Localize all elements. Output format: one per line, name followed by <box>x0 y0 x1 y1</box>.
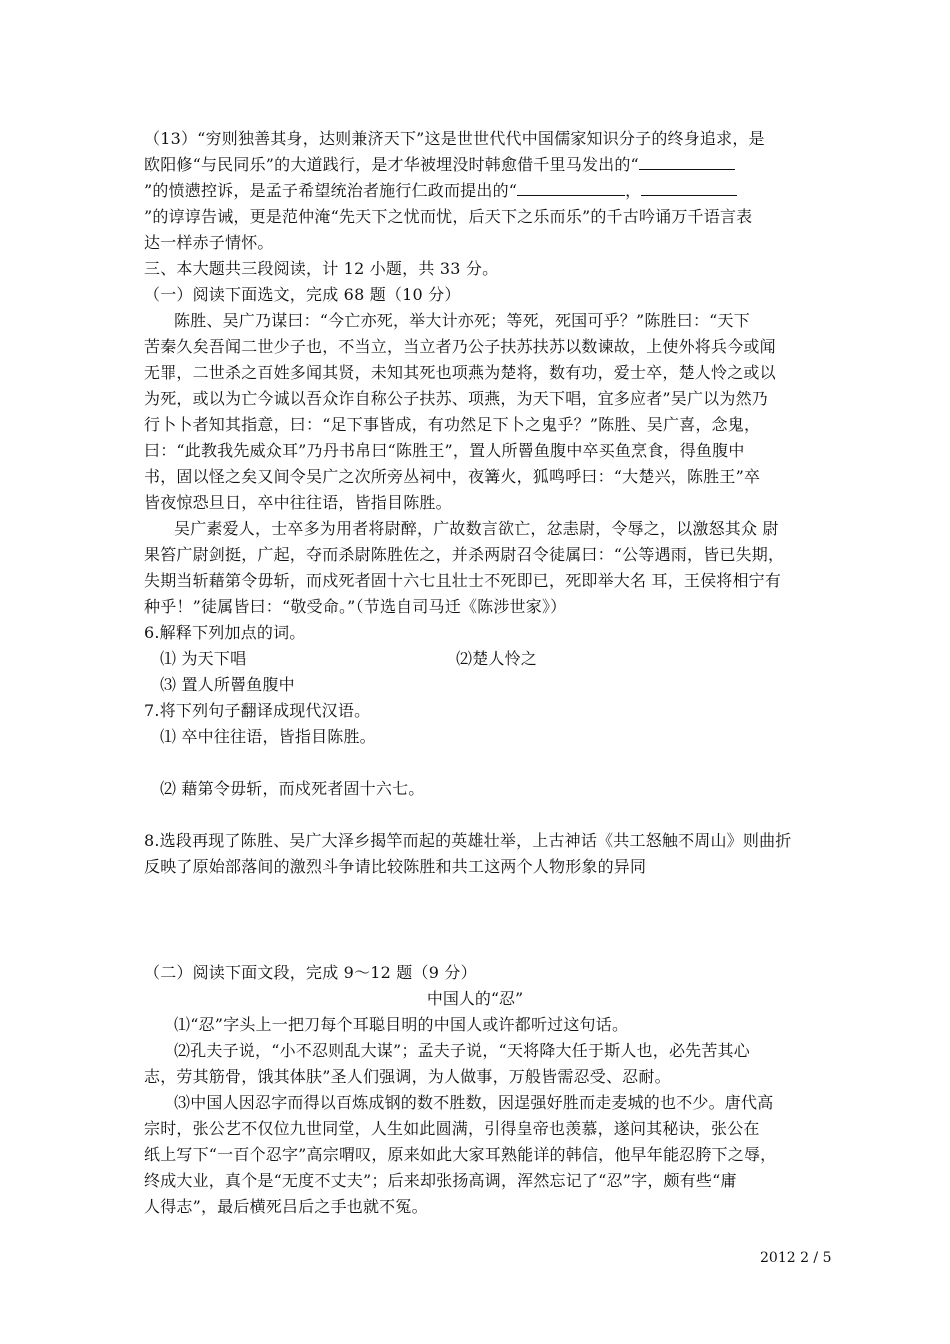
passage-line: 行卜卜者知其指意，曰：“足下事皆成，有功然足下卜之鬼乎？”陈胜、吴广喜，念鬼， <box>144 415 761 434</box>
passage2-line: 失期当斩藉第令毋斩，而戍死者固十六七且壮士不死即已，死即举大名 耳，王侯将相宁有 <box>144 571 782 590</box>
answer-blank-3[interactable] <box>641 181 737 196</box>
article-title: 中国人的“忍” <box>426 989 524 1008</box>
passage-line: 无罪，二世杀之百姓多闻其贤，未知其死也项燕为楚将，数有功，爱士卒，楚人怜之或以 <box>144 363 776 382</box>
q13-line-3-text: ”的愤懑控诉，是孟子希望统治者施行仁政而提出的“ <box>144 181 518 200</box>
question-8-line-2: 反映了原始部落间的激烈斗争请比较陈胜和共工这两个人物形象的异同 <box>144 857 647 876</box>
passage-line: 为死，或以为亡今诚以吾众诈自称公子扶苏、项燕，为天下唱，宜多应者”吴广以为然乃 <box>144 389 768 408</box>
article-paragraph-3-line: ⑶中国人因忍字而得以百炼成钢的数不胜数，因逞强好胜而走麦城的也不少。唐代高 <box>174 1093 774 1112</box>
answer-blank-2[interactable] <box>517 181 625 196</box>
article-paragraph-3-line: 人得志”，最后横死吕后之手也就不冤。 <box>144 1197 428 1216</box>
q13-line-4: ”的谆谆告诫，更是范仲淹“先天下之忧而忧，后天下之乐而乐”的千古吟诵万千语言表 <box>144 207 753 226</box>
passage-line: 书，固以怪之矣又间令吴广之次所旁丛祠中，夜篝火，狐鸣呼曰：“大楚兴，陈胜王”卒 <box>144 467 761 486</box>
article-paragraph-3-line: 纸上写下“一百个忍字”高宗喟叹，原来如此大家耳熟能详的韩信，他早年能忍胯下之辱， <box>144 1145 777 1164</box>
q13-line-2-text: 欧阳修“与民同乐”的大道践行，是才华被埋没时韩愈借千里马发出的“ <box>144 155 639 174</box>
article-paragraph-1: ⑴“忍”字头上一把刀每个耳聪目明的中国人或许都听过这句话。 <box>174 1015 629 1034</box>
question-8-line-1: 8.选段再现了陈胜、吴广大泽乡揭竿而起的英雄壮举，上古神话《共工怒触不周山》则曲折 <box>144 831 792 850</box>
question-7-item-2: ⑵ 藉第令毋斩，而戍死者固十六七。 <box>160 779 425 798</box>
question-7-item-1: ⑴ 卒中往往语，皆指目陈胜。 <box>160 727 376 746</box>
question-6-item-1: ⑴ 为天下唱 <box>160 649 247 668</box>
q13-line-1: （13）“穷则独善其身，达则兼济天下”这是世世代代中国儒家知识分子的终身追求，是 <box>144 129 765 148</box>
passage-line: 苦秦久矣吾闻二世少子也，不当立，当立者乃公子扶苏扶苏以数谏故，上使外将兵今或闻 <box>144 337 776 356</box>
passage-line: 陈胜、吴广乃谋曰：“今亡亦死，举大计亦死；等死，死国可乎？”陈胜曰：“天下 <box>174 311 750 330</box>
passage-line: 皆夜惊恐旦日，卒中往往语，皆指目陈胜。 <box>144 493 452 512</box>
section-3-header: 三、本大题共三段阅读，计 12 小题，共 33 分。 <box>144 259 499 278</box>
q13-line-5: 达一样赤子情怀。 <box>144 233 274 252</box>
page-footer: 2012 2 / 5 <box>760 1250 832 1266</box>
part-1-header: （一）阅读下面选文，完成 68 题（10 分） <box>144 285 461 304</box>
q13-line-2 <box>144 155 824 175</box>
article-paragraph-2-line: 志，劳其筋骨，饿其体肤”圣人们强调，为人做事，万般皆需忍受、忍耐。 <box>144 1067 671 1086</box>
passage2-line: 种乎！”徒属皆曰：“敬受命。”（节选自司马迁《陈涉世家》） <box>144 597 567 616</box>
question-6-item-2: ⑵楚人怜之 <box>456 649 538 668</box>
question-6-stem: 6.解释下列加点的词。 <box>144 623 306 642</box>
part-2-header: （二）阅读下面文段，完成 9～12 题（9 分） <box>144 963 477 982</box>
article-paragraph-3-line: 终成大业，真个是“无度不丈夫”；后来却张扬高调，浑然忘记了“忍”字，颇有些“庸 <box>144 1171 737 1190</box>
question-7-stem: 7.将下列句子翻译成现代汉语。 <box>144 701 371 720</box>
passage2-line: 果笞广尉剑挺，广起，夺而杀尉陈胜佐之，并杀两尉召令徒属曰：“公等遇雨，皆已失期， <box>144 545 785 564</box>
answer-blank-1[interactable] <box>639 155 735 170</box>
question-6-item-3: ⑶ 置人所罾鱼腹中 <box>160 675 295 694</box>
q13-line-3-comma: ， <box>625 181 642 200</box>
article-paragraph-3-line: 宗时，张公艺不仅位九世同堂，人生如此圆满，引得皇帝也羡慕，遂问其秘诀，张公在 <box>144 1119 760 1138</box>
passage-line: 曰：“此教我先威众耳”乃丹书帛曰“陈胜王”，置人所罾鱼腹中卒买鱼烹食，得鱼腹中 <box>144 441 745 460</box>
q13-line-3 <box>144 181 824 201</box>
article-paragraph-2-line: ⑵孔夫子说，“小不忍则乱大谋”；孟夫子说，“天将降大任于斯人也，必先苦其心 <box>174 1041 750 1060</box>
passage2-line: 吴广素爱人，士卒多为用者将尉醉，广故数言欲亡，忿恚尉，令辱之，以激怒其众 尉 <box>174 519 779 538</box>
